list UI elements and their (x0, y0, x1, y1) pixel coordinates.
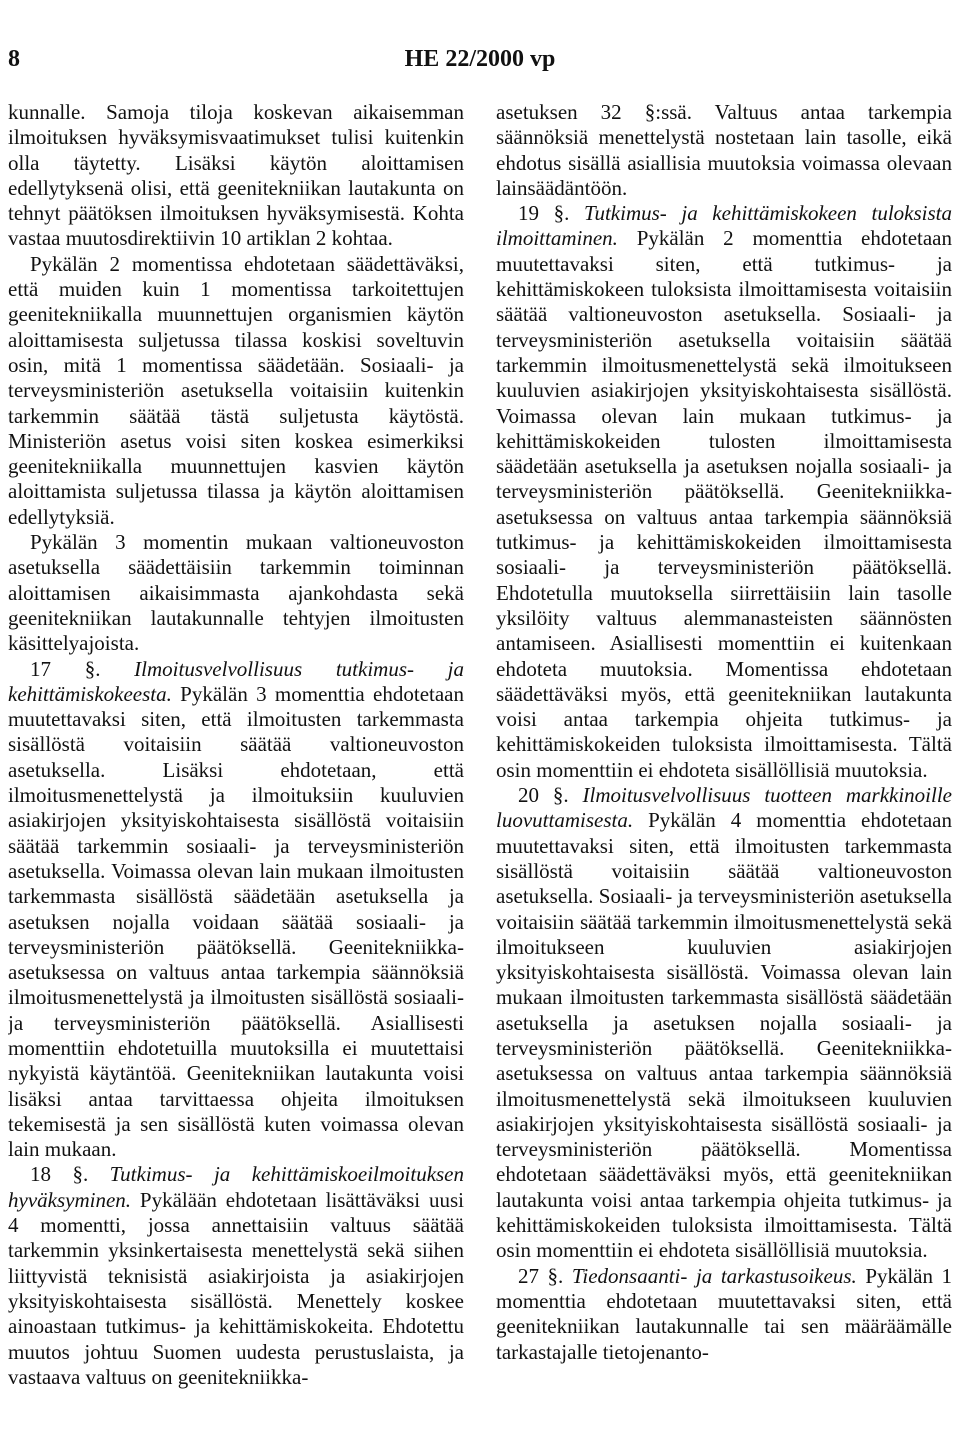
section-number: 17 §. (30, 656, 101, 681)
paragraph: kunnalle. Samoja tiloja koskevan aikaisemman ilmoituksen hyväksymisvaatimukset tulisi kuitenkin olla täytetty. Lisäksi käytön aloittamisen edellytyksenä olisi, että geenitekniikan lautakunta on tehnyt päätöksen ilmoituksen hyväksymisestä. Kohta vastaa muutosdirektiivin 10 artiklan 2 kohtaa. (8, 100, 464, 251)
section-number: 18 §. (30, 1162, 89, 1187)
section-title: Ilmoitusvelvollisuus tuotteen markkinoille luovuttamisesta. (496, 783, 952, 833)
section-19-paragraph (496, 201, 952, 783)
paragraph: asetuksen 32 §:ssä. Valtuus antaa tarkempia säännöksiä menettelystä nostetaan lain tasolle, eikä ehdotus sisällä asiallisia muutoksia voimassa olevaan lainsäädäntöön. (496, 100, 952, 200)
section-body: Pykälään ehdotetaan lisättäväksi uusi 4 momentti, jossa annettaisiin valtuus säätää tarkemmin yksinkertaisesta menettelystä sekä siihen liittyvistä teknisistä asiakirjoista ja asiakirjojen yksityiskohtaisesta sisällöstä. Menettely koskee ainoastaan tutkimus- ja kehittämiskokeita. Ehdotettu muutos johtuu Suomen uudesta perustuslaista, ja vastaava valtuus on geenitekniikka- (8, 1187, 464, 1389)
page-header (8, 42, 952, 76)
section-body: Pykälän 3 momenttia ehdotetaan muutettavaksi siten, että ilmoitusten tarkemmasta sisällöstä voitaisiin säätää valtioneuvoston asetuksella. Lisäksi ehdotetaan, että ilmoitusmenettelystä ja ilmoituksiin kuuluvien asiakirjojen yksityiskohtaisesta sisällöstä voitaisiin säätää tarkemmin sosiaali- ja terveysministeriön asetuksella. Voimassa olevan lain mukaan ilmoitusten tarkemmasta sisällöstä säädetään asetuksella ja asetuksen nojalla voidaan säätää sosiaali- ja terveysministeriön päätöksellä. Geenitekniikka-asetuksessa on valtuus antaa tarkempia säännöksiä ilmoitusmenettelystä ja ilmoitusten sisällöstä sosiaali- ja terveysministeriön päätöksellä. Asiallisesti momenttiin ehdotetuilla muutoksilla ei muutettaisi nykyistä käytäntöä. Geenitekniikan lautakunta voisi lisäksi antaa tarvittaessa ohjeita ilmoituksen tekemisestä ja sen sisällöstä kuten voimassa olevan lain mukaan. (8, 681, 464, 1162)
section-number: 19 §. (518, 201, 570, 226)
section-title: Ilmoitusvelvollisuus tutkimus- ja kehittämiskokeesta. (8, 656, 464, 706)
paragraph: Pykälän 2 momentissa ehdotetaan säädettäväksi, että muiden kuin 1 momentissa tarkoitettujen geenitekniikalla muunnettujen organismien käytön aloittamisesta suljetussa tilassa koskisi soveltuvin osin, mitä 1 momentissa säädetään. Sosiaali- ja terveysministeriön asetuksella voitaisiin kuitenkin tarkemmin säätää tästä suljetusta käytöstä. Ministeriön asetus voisi siten koskea esimerkiksi geenitekniikalla muunnettujen kasvien käytön aloittamista suljetussa tilassa ja käytön aloittamisen edellytyksiä. (8, 251, 464, 529)
left-column (8, 100, 464, 1430)
section-18-paragraph (8, 1162, 464, 1390)
document-id: HE 22/2000 vp (404, 46, 556, 72)
section-body: Pykälän 2 momenttia ehdotetaan muutettavaksi siten, että tutkimus- ja kehittämiskokeen tuloksista ilmoittamisesta voitaisiin säätää valtioneuvoston asetuksella. Sosiaali- ja terveysministeriön asetuksella voitaisiin säätää tarkemmin ilmoitusmenettelystä sekä ilmoitukseen kuuluvien asiakirjojen yksityiskohtaisesta sisällöstä. Voimassa olevan lain mukaan tutkimus- ja kehittämiskokeiden tulosten ilmoittamisesta säädetään asetuksella ja asetuksen nojalla sosiaali- ja terveysministeriön päätöksellä. Geenitekniikka-asetuksessa on valtuus antaa tarkempia säännöksiä tutkimus- ja kehittämiskokeiden ilmoittamisesta sosiaali- ja terveysministeriön päätöksellä. Ehdotetulla muutoksella siirrettäisiin lain tasolle yksilöity valtuus alemmanasteisten säännösten antamiseen. Asiallisesti momenttiin ei kuitenkaan ehdoteta muutoksia. Momentissa ehdotetaan säädettäväksi myös, että geenitekniikan lautakunta voisi antaa tarkempia ohjeita tutkimus- ja kehittämiskokeiden tuloksista ilmoittamisesta. Tältä osin momenttiin ei ehdoteta sisällöllisiä muutoksia. (496, 226, 952, 782)
section-title: Tutkimus- ja kehittämiskoeilmoituksen hyväksyminen. (8, 1162, 464, 1212)
right-column (496, 100, 952, 1430)
section-title: Tiedonsaanti- ja tarkastusoikeus. (571, 1263, 857, 1288)
section-20-paragraph (496, 783, 952, 1264)
section-body: Pykälän 4 momenttia ehdotetaan muutettavaksi siten, että ilmoitusten tarkemmasta sisällöstä voitaisiin säätää valtioneuvoston asetuksella. Sosiaali- ja terveysministeriön asetuksella voitaisiin säätää tarkemmin ilmoitusmenettelystä sekä ilmoitukseen kuuluvien asiakirjojen yksityiskohtaisesta sisällöstä. Voimassa olevan lain mukaan ilmoitusten tarkemmasta sisällöstä säädetään asetuksella ja asetuksen nojalla sosiaali- ja terveysministeriön päätöksellä. Geenitekniikka-asetuksessa on valtuus antaa tarkempia säännöksiä ilmoitusmenettelystä sekä ilmoitukseen kuuluvien asiakirjojen yksityiskohtaisesta sisällöstä sosiaali- ja terveysministeriön päätöksellä. Momentissa ehdotetaan säädettäväksi myös, että geenitekniikan lautakunta voisi antaa tarkempia ohjeita tutkimus- ja kehittämiskokeiden tuloksista ilmoittamisesta. Tältä osin momenttiin ei ehdoteta sisällöllisiä muutoksia. (496, 808, 952, 1263)
page-number: 8 (8, 46, 20, 72)
section-17-paragraph (8, 657, 464, 1163)
section-body: Pykälän 1 momenttia ehdotetaan muutettavaksi siten, että geenitekniikan lautakunnalle tai sen määräämälle tarkastajalle tietojenanto- (496, 1263, 952, 1364)
section-title: Tutkimus- ja kehittämiskokeen tuloksista ilmoittaminen. (496, 201, 952, 251)
paragraph: Pykälän 3 momentin mukaan valtioneuvoston asetuksella säädettäisiin tarkemmin toiminnan aloittamisen aikaisimmasta ajankohdasta sekä geenitekniikan lautakunnalle tehtyjen ilmoitusten käsittelyajoista. (8, 530, 464, 656)
section-27-paragraph (496, 1264, 952, 1365)
section-number: 20 §. (518, 783, 569, 808)
section-number: 27 §. (518, 1263, 564, 1288)
